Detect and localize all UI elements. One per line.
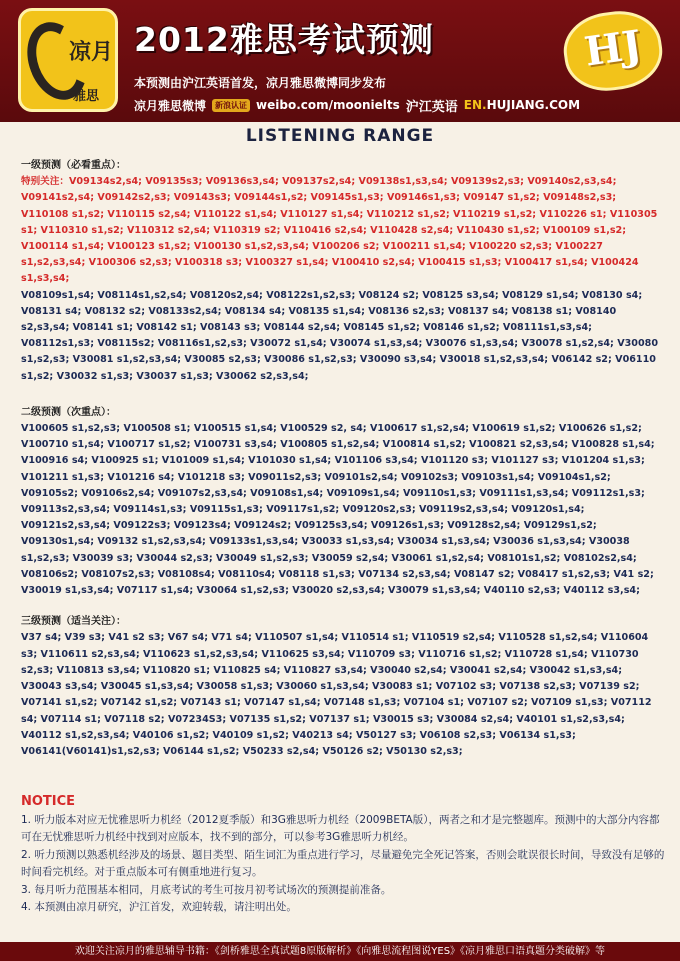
level3-heading: 三级预测（适当关注）： — [21, 616, 126, 628]
page-title: 2012雅思考试预测 — [134, 20, 434, 59]
level1-heading: 一级预测（必看重点）： — [21, 160, 126, 171]
notice-item: 4. 本预测由凉月研究，沪江首发，欢迎转载，请注明出处。 — [21, 901, 297, 914]
weibo-link[interactable]: weibo.com/moonielts — [256, 98, 400, 112]
weibo-verified-badge: 新浪认证 — [212, 99, 250, 112]
notice-item: 1. 听力版本对应无忧雅思听力机经（2012夏季版）和3G雅思听力机经（2009BETA版），两者之和才是完整题库。预测中的大部分内容都可在无忧雅思听力机经中找到对应版本，找不到的部分，可以参考3G雅思听力机经。 — [21, 814, 660, 844]
hujiang-site-link[interactable] — [464, 98, 580, 112]
level2-heading: 二级预测（次重点）： — [21, 406, 116, 418]
section-spacer — [21, 599, 666, 614]
level3-list: V37 s4; V39 s3; V41 s2 s3; V67 s4; V71 s4; V110507 s1,s4; V110514 s1; V110519 s2,s4; V110528 s1,s2,s4; V110604 s3; V110611 s2,s3,s4; V110623 s1,s2,s3,s4; V110625 s3,s4; V110709 s3; V110716 s1,s2; V110728 s1,s4; V110730 s2,s3; V110813 s3,s4; V110820 s1; V110825 s4; V110827 s3,s4; V30040 s2,s4; V30041 s2,s4; V30042 s1,s3,s4; V30043 s3,s4; V30045 s1,s3,s4; V30058 s1,s3; V30060 s1,s3,s4; V30083 s1; V07102 s3; V07138 s2,s3; V07139 s2; V07141 s1,s2; V07142 s1,s2; V07143 s1; V07147 s1,s4; V07148 s1,s3; V07104 s1; V07107 s2; V07109 s1,s3; V07112 s4; V07114 s1; V07118 s2; V07234S3; V07135 s1,s2; V07137 s1; V30015 s3; V30084 s2,s4; V40101 s1,s2,s3,s4; V40112 s1,s2,s3,s4; V40106 s1,s2; V40109 s1,s2; V40213 s4; V50127 s3; V06108 s2,s3; V06134 s1,s3; V06141(V60141)s1,s2,s3; V06144 s1,s2; V50233 s2,s4; V50126 s2; V50130 s2,s3; — [21, 632, 652, 757]
notice-item: 2. 听力预测以熟悉机经涉及的场景、题目类型、陌生词汇为重点进行学习，尽量避免完全死记答案，否则会耽误很长时间，导致没有足够的时间看完机经。对于重点版本可有侧重地进行复习。 — [21, 848, 665, 879]
listening-range-title: LISTENING RANGE — [245, 126, 435, 146]
notice-list — [21, 812, 666, 916]
notice-title: NOTICE — [21, 794, 76, 809]
section-spacer — [21, 385, 666, 405]
hj-logo-text: HJ — [581, 21, 645, 76]
hujiang-logo — [559, 6, 667, 97]
hujiang-site-prefix: EN. — [463, 98, 487, 112]
liangyue-logo — [18, 8, 118, 112]
header-banner — [0, 0, 680, 122]
header-links — [134, 96, 580, 114]
hujiang-site-domain: HUJIANG.COM — [486, 98, 581, 112]
level2-list: V100605 s1,s2,s3; V100508 s1; V100515 s1,s4; V100529 s2, s4; V100617 s1,s2,s4; V100619 s1,s2; V100626 s1,s2; V100710 s1,s4; V100717 s1,s2; V100731 s3,s4; V100805 s1,s2,s4; V100814 s1,s2; V100821 s2,s3,s4; V100828 s1,s4; V100916 s4; V100925 s1; V101009 s1,s4; V101030 s1,s4; V101106 s3,s4; V101120 s3; V101127 s3; V101204 s1,s3; V101211 s1,s3; V101216 s4; V101218 s3; V09011s2,s3; V09101s2,s4; V09102s3; V09103s1,s4; V09104s1,s2; V09105s2; V09106s2,s4; V09107s2,s3,s4; V09108s1,s4; V09109s1,s4; V09110s1,s3; V09111s1,s3,s4; V09112s1,s3; V09113s2,s3,s4; V09114s1,s3; V09115s1,s3; V09117s1,s2; V09120s2,s3; V09119s2,s3,s4; V09120s1,s4; V09121s2,s3,s4; V09122s3; V09123s4; V09124s2; V09125s3,s4; V09126s1,s3; V09128s2,s4; V09129s1,s2; V09130s1,s4; V09132 s1,s2,s3,s4; V09133s1,s3,s4; V30033 s1,s3,s4; V30034 s1,s3,s4; V30036 s1,s3,s4; V30038 s1,s2,s3; V30039 s3; V30044 s2,s3; V30049 s1,s2,s3; V30059 s2,s4; V30061 s1,s2,s4; V08101s1,s2; V08102s2,s4; V08106s2; V08107s2,s3; V08108s4; V08110s4; V08118 s1,s3; V07134 s2,s3,s4; V08147 s2; V08417 s1,s2,s3; V41 s2; V30019 s1,s3,s4; V07117 s1,s4; V30064 s1,s2,s3; V30020 s2,s3,s4; V30079 s1,s3,s4; V40110 s2,s3; V40112 s3,s4; — [21, 423, 655, 597]
logo-text-liangyue: 凉月 — [69, 39, 114, 65]
prediction-content — [21, 158, 666, 760]
level1-list: V08109s1,s4; V08114s1,s2,s4; V08120s2,s4; V08122s1,s2,s3; V08124 s2; V08125 s3,s4; V08129 s1,s4; V08130 s4; V08131 s4; V08132 s2; V08133s2,s4; V08134 s4; V08135 s1,s4; V08136 s2,s3; V08137 s4; V08138 s1; V08140 s2,s3,s4; V08141 s1; V08142 s1; V08143 s3; V08144 s2,s4; V08145 s1,s2; V08146 s1,s2; V08111s1,s3,s4; V08112s1,s3; V08115s2; V08116s1,s2,s3; V30072 s1,s4; V30074 s1,s3,s4; V30076 s1,s3,s4; V30078 s1,s2,s4; V30080 s1,s2,s3; V30081 s1,s2,s3,s4; V30085 s2,s3; V30086 s1,s2,s3; V30090 s3,s4; V30018 s1,s2,s3,s4; V06142 s2; V06110 s1,s2; V30032 s1,s3; V30037 s1,s3; V30062 s2,s3,s4; — [21, 289, 659, 382]
header-subtitle: 本预测由沪江英语首发，凉月雅思微博同步发布 — [134, 76, 387, 90]
weibo-label: 凉月雅思微博 — [134, 98, 207, 113]
hujiang-label: 沪江英语 — [405, 99, 458, 115]
logo-text-ielts: 雅思 — [73, 89, 100, 104]
footer-banner: 欢迎关注凉月的雅思辅导书籍：《剑桥雅思全真试题8原版解析》《向雅思流程图说YES》《凉月雅思口语真题分类破解》等 — [0, 942, 680, 961]
level1-special-focus: 特别关注：V09134s2,s4; V09135s3; V09136s3,s4; V09137s2,s4; V09138s1,s3,s4; V09139s2,s3; V09140s2,s3,s4; V09141s2,s4; V09142s2,s3; V09143s3; V09144s1,s2; V09145s1,s3; V09146s1,s3; V09147 s1,s2; V09148s2,s3; V110108 s1,s2; V110115 s2,s4; V110122 s1,s4; V110127 s1,s4; V110212 s1,s2; V110219 s1,s2; V110226 s1; V110305 s1; V110310 s1,s2; V110312 s2,s4; V110319 s2; V110416 s2,s4; V110428 s2,s4; V110430 s1,s2; V100109 s1,s2; V100114 s1,s4; V100123 s1,s2; V100130 s1,s2,s3,s4; V100206 s2; V100211 s1,s4; V100220 s2,s3; V100227 s1,s2,s3,s4; V100306 s2,s3; V100318 s3; V100327 s1,s4; V100410 s2,s4; V100415 s1,s3; V100417 s1,s4; V100424 s1,s3,s4; — [21, 176, 658, 285]
notice-item: 3. 每月听力范围基本相同，月底考试的考生可按月初考试场次的预测提前准备。 — [21, 883, 392, 896]
